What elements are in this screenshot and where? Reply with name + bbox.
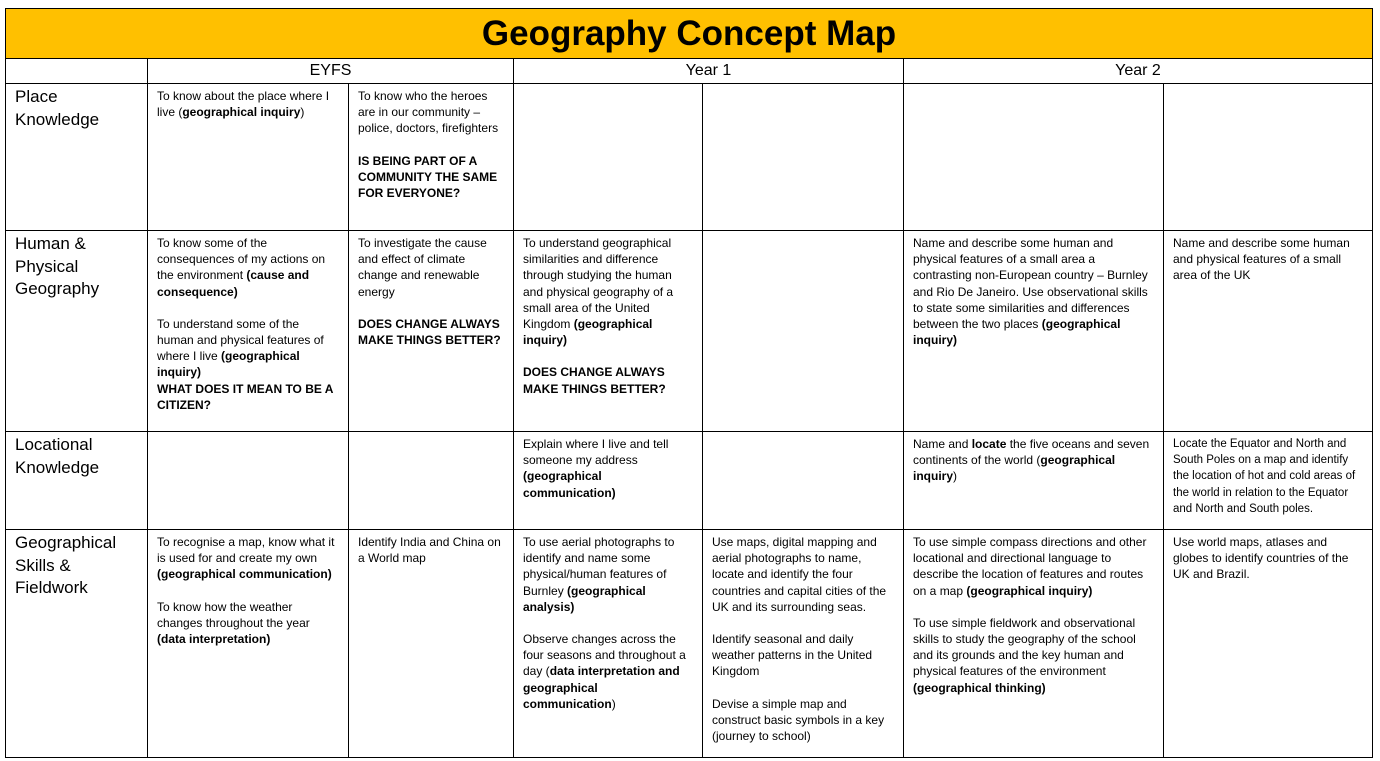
row-label-place-knowledge: Place Knowledge [5, 84, 148, 231]
header-year-2: Year 2 [904, 59, 1373, 84]
cell-locational-y2-a: Name and locate the five oceans and seven continents of the world (geographical inquiry) [904, 432, 1164, 530]
row-label-human-physical-geography: Human & Physical Geography [5, 231, 148, 432]
cell-skills-y1-a: To use aerial photographs to identify and name some physical/human features of Burnley (geographical analysis) Observe changes across the four seasons and throughout a day (data interpretation and geographical communication) [514, 530, 703, 758]
cell-human-eyfs-b: To investigate the cause and effect of climate change and renewable energy DOES CHANGE ALWAYS MAKE THINGS BETTER? [349, 231, 514, 432]
header-corner [5, 59, 148, 84]
cell-human-y1-b [703, 231, 904, 432]
cell-locational-eyfs-a [148, 432, 349, 530]
cell-skills-y2-b: Use world maps, atlases and globes to identify countries of the UK and Brazil. [1164, 530, 1373, 758]
cell-skills-eyfs-a: To recognise a map, know what it is used for and create my own (geographical communication) To know how the weather changes throughout the year (data interpretation) [148, 530, 349, 758]
cell-place-eyfs-b: To know who the heroes are in our community – police, doctors, firefighters IS BEING PART OF A COMMUNITY THE SAME FOR EVERYONE? [349, 84, 514, 231]
row-label-locational-knowledge: Locational Knowledge [5, 432, 148, 530]
cell-place-y1-a [514, 84, 703, 231]
row-label-geographical-skills-fieldwork: Geographical Skills & Fieldwork [5, 530, 148, 758]
cell-skills-eyfs-b: Identify India and China on a World map [349, 530, 514, 758]
cell-human-eyfs-a: To know some of the consequences of my actions on the environment (cause and consequence) To understand some of the human and physical features of where I live (geographical inquiry) WHAT DOES IT MEAN TO BE A CITIZEN? [148, 231, 349, 432]
header-year-1: Year 1 [514, 59, 904, 84]
cell-place-y2-b [1164, 84, 1373, 231]
cell-place-y1-b [703, 84, 904, 231]
cell-locational-y1-b [703, 432, 904, 530]
cell-skills-y2-a: To use simple compass directions and other locational and directional language to describe the location of features and routes on a map (geographical inquiry) To use simple fieldwork and observational skills to study the geography of the school and its grounds and the key human and physical features of the environment (geographical thinking) [904, 530, 1164, 758]
cell-place-y2-a [904, 84, 1164, 231]
cell-skills-y1-b: Use maps, digital mapping and aerial photographs to name, locate and identify the four countries and capital cities of the UK and its surrounding seas. Identify seasonal and daily weather patterns in the United Kingdom Devise a simple map and construct basic symbols in a key (journey to school) [703, 530, 904, 758]
header-eyfs: EYFS [148, 59, 514, 84]
cell-place-eyfs-a: To know about the place where I live (geographical inquiry) [148, 84, 349, 231]
page-title: Geography Concept Map [5, 8, 1373, 59]
cell-human-y2-b: Name and describe some human and physical features of a small area of the UK [1164, 231, 1373, 432]
cell-locational-y2-b: Locate the Equator and North and South Poles on a map and identify the location of hot and cold areas of the world in relation to the Equator and North and South poles. [1164, 432, 1373, 530]
concept-map-table [5, 8, 1373, 758]
cell-human-y1-a: To understand geographical similarities and difference through studying the human and physical geography of a small area of the United Kingdom (geographical inquiry) DOES CHANGE ALWAYS MAKE THINGS BETTER? [514, 231, 703, 432]
cell-human-y2-a: Name and describe some human and physical features of a small area a contrasting non-European country – Burnley and Rio De Janeiro. Use observational skills to state some similarities and differences between the two places (geographical inquiry) [904, 231, 1164, 432]
cell-locational-y1-a: Explain where I live and tell someone my address (geographical communication) [514, 432, 703, 530]
cell-locational-eyfs-b [349, 432, 514, 530]
